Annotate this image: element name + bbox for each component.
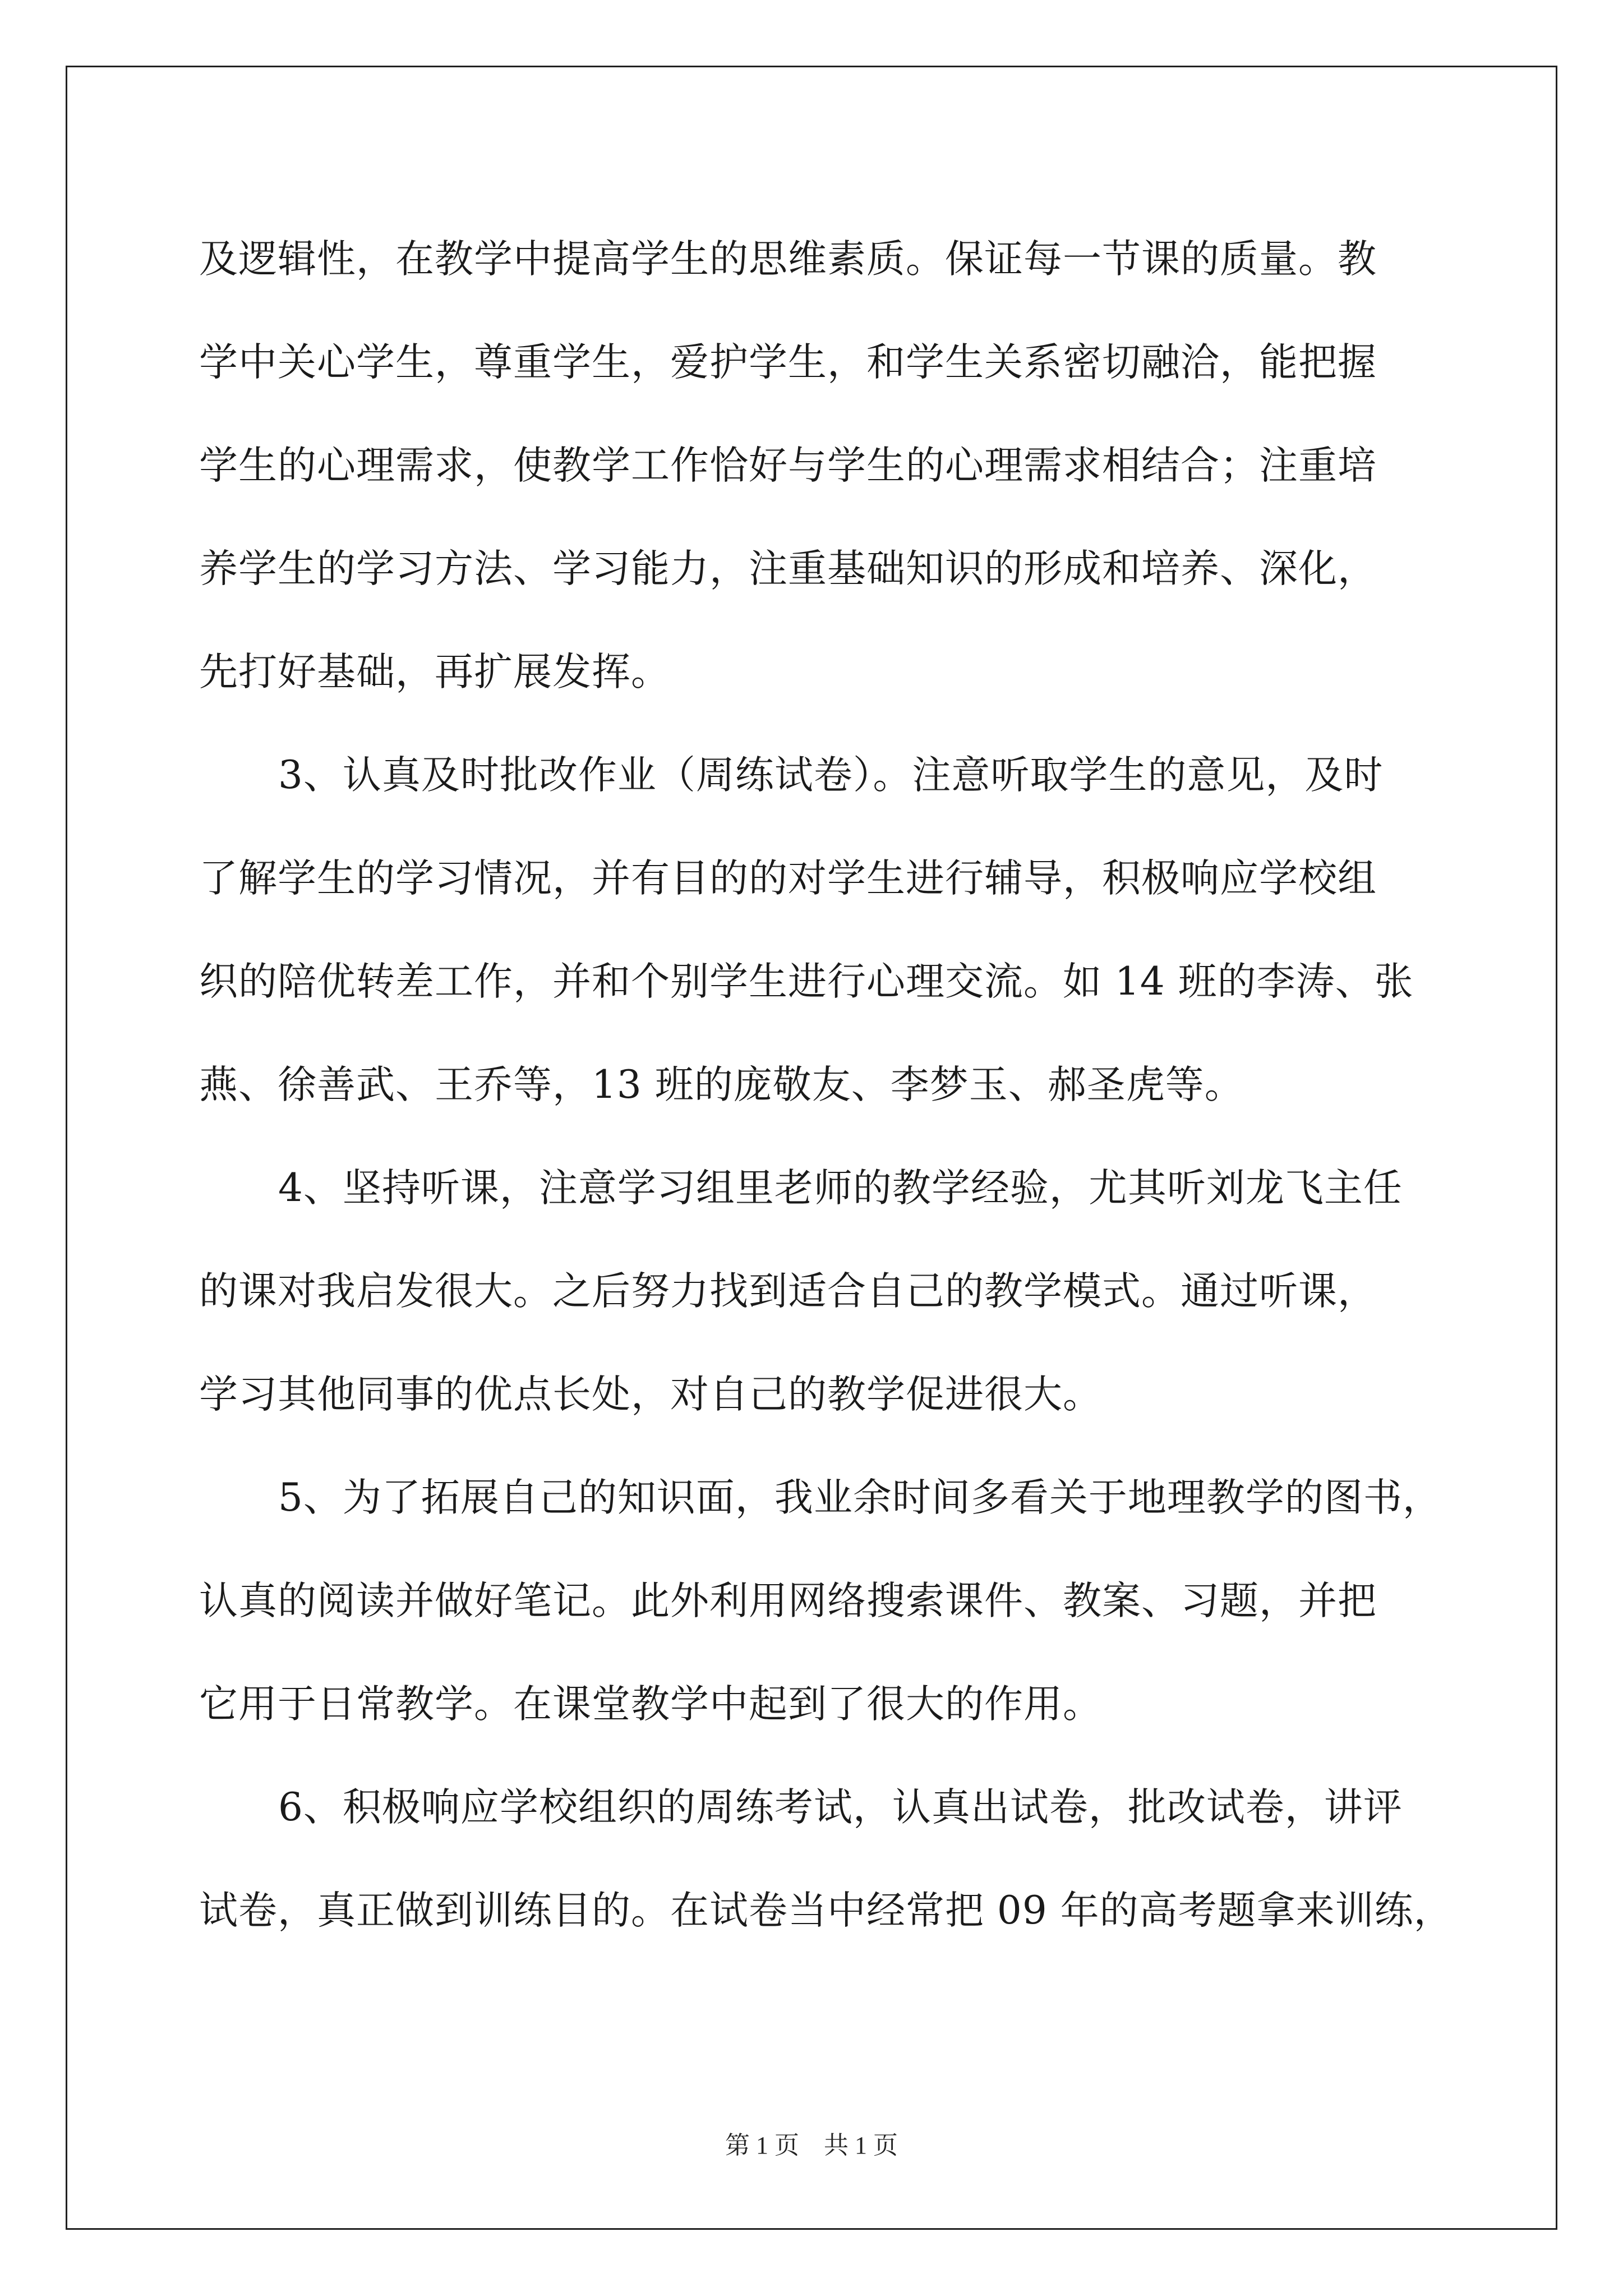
- paragraph-first-line: 5、为了拓展自己的知识面，我业余时间多看关于地理教学的图书，: [278, 1475, 1442, 1520]
- paragraph-first-line: 6、积极响应学校组织的周练考试，认真出试卷，批改试卷，讲评: [278, 1785, 1403, 1830]
- paragraph-first-line: 4、坚持听课，注意学习组里老师的教学经验，尤其听刘龙飞主任: [278, 1166, 1403, 1211]
- document-body: [199, 208, 1453, 1962]
- text-line: 及逻辑性，在教学中提高学生的思维素质。保证每一节课的质量。教: [199, 237, 1377, 282]
- text-line: 认真的阅读并做好笔记。此外利用网络搜索课件、教案、习题，并把: [199, 1579, 1377, 1623]
- text-line: 了解学生的学习情况，并有目的的对学生进行辅导，积极响应学校组: [199, 856, 1377, 901]
- paragraph-first-line: 3、认真及时批改作业（周练试卷）。注意听取学生的意见，及时: [278, 753, 1384, 798]
- text-line: 的课对我启发很大。之后努力找到适合自己的教学模式。通过听课，: [199, 1269, 1377, 1314]
- text-line: 学习其他同事的优点长处，对自己的教学促进很大。: [199, 1372, 1102, 1417]
- text-line: 先打好基础，再扩展发挥。: [199, 650, 670, 694]
- text-line: 学生的心理需求，使教学工作恰好与学生的心理需求相结合；注重培: [199, 443, 1377, 488]
- page-number-footer: 第 1 页 共 1 页: [725, 2132, 898, 2159]
- text-line: 燕、徐善武、王乔等，13 班的庞敬友、李梦玉、郝圣虎等。: [199, 1062, 1244, 1107]
- text-line: 试卷，真正做到训练目的。在试卷当中经常把 09 年的高考题拿来训练，: [199, 1888, 1453, 1933]
- text-line: 学中关心学生，尊重学生，爱护学生，和学生关系密切融洽，能把握: [199, 340, 1377, 385]
- text-line: 养学生的学习方法、学习能力，注重基础知识的形成和培养、深化，: [199, 546, 1377, 591]
- text-line: 织的陪优转差工作，并和个别学生进行心理交流。如 14 班的李涛、张: [199, 959, 1414, 1004]
- text-line: 它用于日常教学。在课堂教学中起到了很大的作用。: [199, 1682, 1102, 1727]
